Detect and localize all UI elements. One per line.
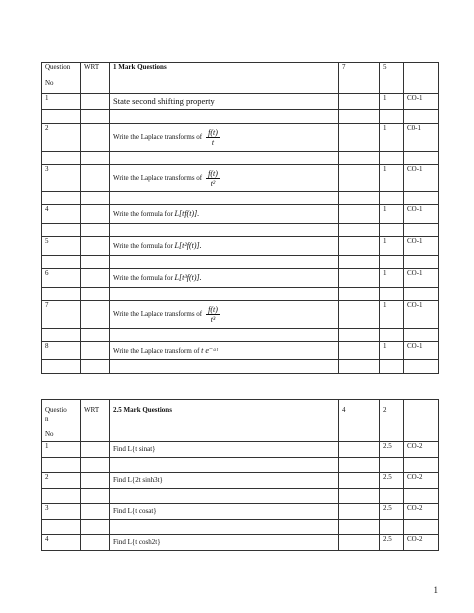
marks: 1: [380, 342, 404, 360]
marks: 1: [380, 237, 404, 256]
question-no: 1: [42, 442, 81, 458]
course-outcome: CO-2: [404, 442, 439, 458]
fraction: $\frac{f(t)}{t}$: [208, 128, 218, 147]
question-text: Write the Laplace transform of t e⁻ᵃᵗ: [110, 342, 339, 360]
course-outcome: CO-2: [404, 535, 439, 551]
question-no: 2: [42, 124, 81, 152]
table-row: [42, 473, 439, 489]
marks: 2.5: [380, 442, 404, 458]
question-text: Find L{2t sinh3t}: [110, 473, 339, 489]
question-text: Write the formula for L[t³f(t)].: [110, 269, 339, 288]
header-col5: 2: [380, 400, 404, 442]
table-row: [42, 342, 439, 360]
question-text: Write the Laplace transforms of $\frac{f(t)}{\text{t²}}$: [110, 165, 339, 192]
two-point-five-mark-questions-table: [41, 399, 439, 551]
header-col4: 7: [339, 63, 380, 94]
table2-header-row: [42, 400, 439, 442]
header-title: 2.5 Mark Questions: [110, 400, 339, 442]
table-row: [42, 269, 439, 288]
page-number: 1: [433, 585, 438, 595]
marks: 2.5: [380, 473, 404, 489]
one-mark-questions-table: [41, 62, 439, 374]
marks: 2.5: [380, 504, 404, 520]
table-row: [42, 165, 439, 192]
course-outcome: CO-1: [404, 205, 439, 224]
marks: 1: [380, 94, 404, 110]
question-text: Find L{t cosat}: [110, 504, 339, 520]
question-no: 7: [42, 301, 81, 329]
fraction: $\frac{f(t)}{\text{t²}}$: [208, 168, 218, 188]
question-no: 4: [42, 205, 81, 224]
header-question-no: Questio n No: [42, 400, 81, 442]
table-row: [42, 94, 439, 110]
marks: 1: [380, 269, 404, 288]
question-text: Find L{t sinat}: [110, 442, 339, 458]
question-no: 3: [42, 504, 81, 520]
course-outcome: CO-1: [404, 342, 439, 360]
table-row: [42, 237, 439, 256]
question-text: Write the formula for L[tf(t)].: [110, 205, 339, 224]
question-no: 6: [42, 269, 81, 288]
table-row: [42, 535, 439, 551]
marks: 2.5: [380, 535, 404, 551]
course-outcome: C0-1: [404, 124, 439, 152]
fraction: $\frac{f(t)}{\text{t³}}$: [208, 305, 218, 324]
question-text: Find L{t cosh2t}: [110, 535, 339, 551]
marks: 1: [380, 301, 404, 329]
header-col6: [404, 63, 439, 94]
question-no: 5: [42, 237, 81, 256]
question-no: 3: [42, 165, 81, 192]
header-title: 1 Mark Questions: [110, 63, 339, 94]
question-no: 8: [42, 342, 81, 360]
question-text: State second shifting property: [110, 94, 339, 110]
header-col5: 5: [380, 63, 404, 94]
marks: 1: [380, 205, 404, 224]
course-outcome: CO-2: [404, 473, 439, 489]
header-col4: 4: [339, 400, 380, 442]
question-text: Write the Laplace transforms of $\frac{f(t)}{\text{t³}}$: [110, 301, 339, 329]
table-row: [42, 301, 439, 329]
table-row: [42, 124, 439, 152]
question-text: Write the formula for L[t²f(t)].: [110, 237, 339, 256]
course-outcome: CO-2: [404, 504, 439, 520]
course-outcome: CO-1: [404, 94, 439, 110]
question-no: 1: [42, 94, 81, 110]
question-no: 4: [42, 535, 81, 551]
course-outcome: CO-1: [404, 269, 439, 288]
question-no: 2: [42, 473, 81, 489]
table-row: [42, 504, 439, 520]
marks: 1: [380, 124, 404, 152]
header-wrt: WRT: [81, 63, 110, 94]
table-row: [42, 442, 439, 458]
header-col6: [404, 400, 439, 442]
course-outcome: CO-1: [404, 237, 439, 256]
header-wrt: WRT: [81, 400, 110, 442]
marks: 1: [380, 165, 404, 192]
course-outcome: CO-1: [404, 301, 439, 329]
table-row: [42, 205, 439, 224]
question-text: Write the Laplace transforms of $\frac{f(t)}{t}$: [110, 124, 339, 152]
course-outcome: CO-1: [404, 165, 439, 192]
table1-header-row: [42, 63, 439, 94]
header-question-no: Question No: [42, 63, 81, 94]
